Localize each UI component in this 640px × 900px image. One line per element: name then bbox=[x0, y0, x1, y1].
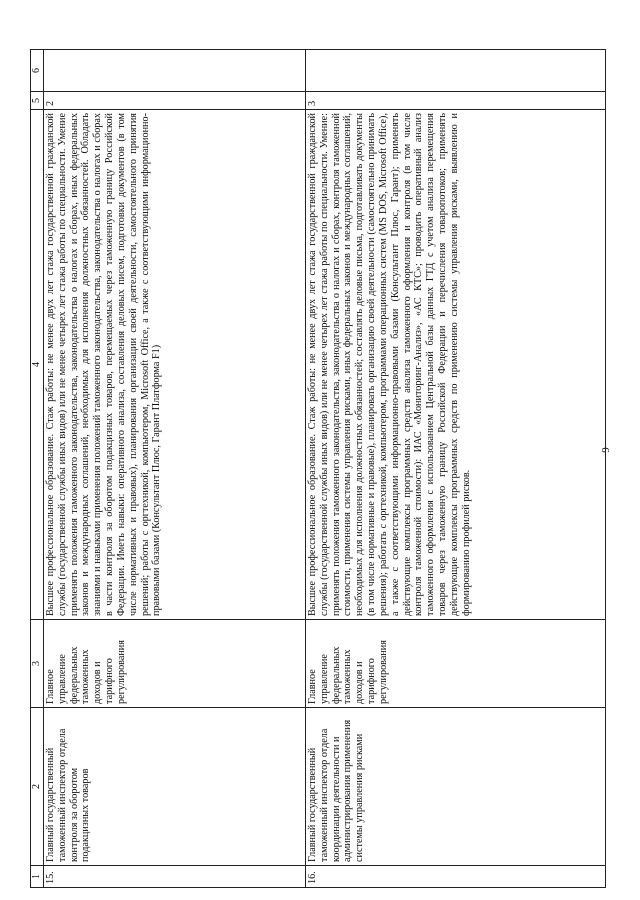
position-title: Главный государственный таможенный инспектор отдела контроля за оборотом подакцизных товаров bbox=[44, 708, 306, 866]
column-6-value bbox=[306, 50, 606, 92]
column-6-value bbox=[44, 50, 306, 92]
row-number: 16. bbox=[306, 866, 606, 888]
department-name: Главное управление федеральных таможенных доходов и тарифного регулирования bbox=[44, 620, 306, 708]
column-number-row bbox=[31, 50, 44, 888]
column-header: 1 bbox=[31, 866, 44, 888]
column-header: 2 bbox=[31, 708, 44, 866]
column-header: 6 bbox=[31, 50, 44, 92]
column-5-value: 3 bbox=[306, 92, 606, 110]
row-number: 15. bbox=[44, 866, 306, 888]
qualification-requirements: Высшее профессиональное образование. Стаж работы: не менее двух лет стажа государственной гражданской службы (государственной службы иных видов) или не менее четырех лет стажа работы по специальности. Умение применять положения таможенного законодательства, законодательства о налогах и сборах, иных федеральных законов и международных соглашений, необходимых для исполнения должностных обязанностей. Обладать знаниями и навыками применения положений таможенного законодательства, законодательства о налогах и сборах в части контроля за оборотом подакцизных товаров, перемещаемых через таможенную границу Российской Федерации. Иметь навыки: оперативного анализа, составления деловых писем, подготовки документов (в том числе нормативных и правовых), планирования организации своей деятельности, самостоятельного принятия решений; работы с оргтехникой, компьютером, Microsoft Office, а также с соответствующими информационно-правовыми базами (Консультант Плюс, Гарант Платформа F1) bbox=[44, 110, 306, 620]
table-row bbox=[44, 50, 306, 888]
position-title: Главный государственный таможенный инспектор отдела координации деятельности и администрирования применения системы управления рисками bbox=[306, 708, 606, 866]
table-row bbox=[306, 50, 606, 888]
page-number: 9 bbox=[600, 447, 612, 453]
department-name: Главное управление федеральных таможенных доходов и тарифного регулирования bbox=[306, 620, 606, 708]
column-5-value: 2 bbox=[44, 92, 306, 110]
column-header: 3 bbox=[31, 620, 44, 708]
column-header: 5 bbox=[31, 92, 44, 110]
column-header: 4 bbox=[31, 110, 44, 620]
positions-table bbox=[30, 49, 606, 888]
qualification-requirements: Высшее профессиональное образование. Стаж работы: не менее двух лет стажа государственной гражданской службы (государственной службы иных видов) или не менее четырех лет стажа работы по специальности. Умение: применять положения таможенного законодательства, законодательства о налогах и сборах, контроля таможенной стоимости, применения системы управления рисками, иных федеральных законов и международных соглашений, необходимых для исполнения должностных обязанностей; составлять деловые письма, подготавливать документы (в том числе нормативные и правовые), планировать организацию своей деятельности (самостоятельно принимать решения); работать с оргтехникой, компьютером, программами операционных систем (MS DOS, Microsoft Office), а также с соответствующими информационно-правовыми базами (Консультант Плюс, Гарант); применять действующие комплексы программных средств анализа таможенного оформления и контроля (в том числе контроля таможенной стоимости): ИАС «Мониторинг-Анализ», «АС КТС»; проводить оперативный анализ таможенного оформления с использованием Центральной базы данных ГТД с учетом анализа перемещения товаров через таможенную границу Российской Федерации и перечисления товаропотоков; применять действующие комплексы программных средств по применению системы управления рисками, выявлению и формированию профилей рисков. bbox=[306, 110, 606, 620]
